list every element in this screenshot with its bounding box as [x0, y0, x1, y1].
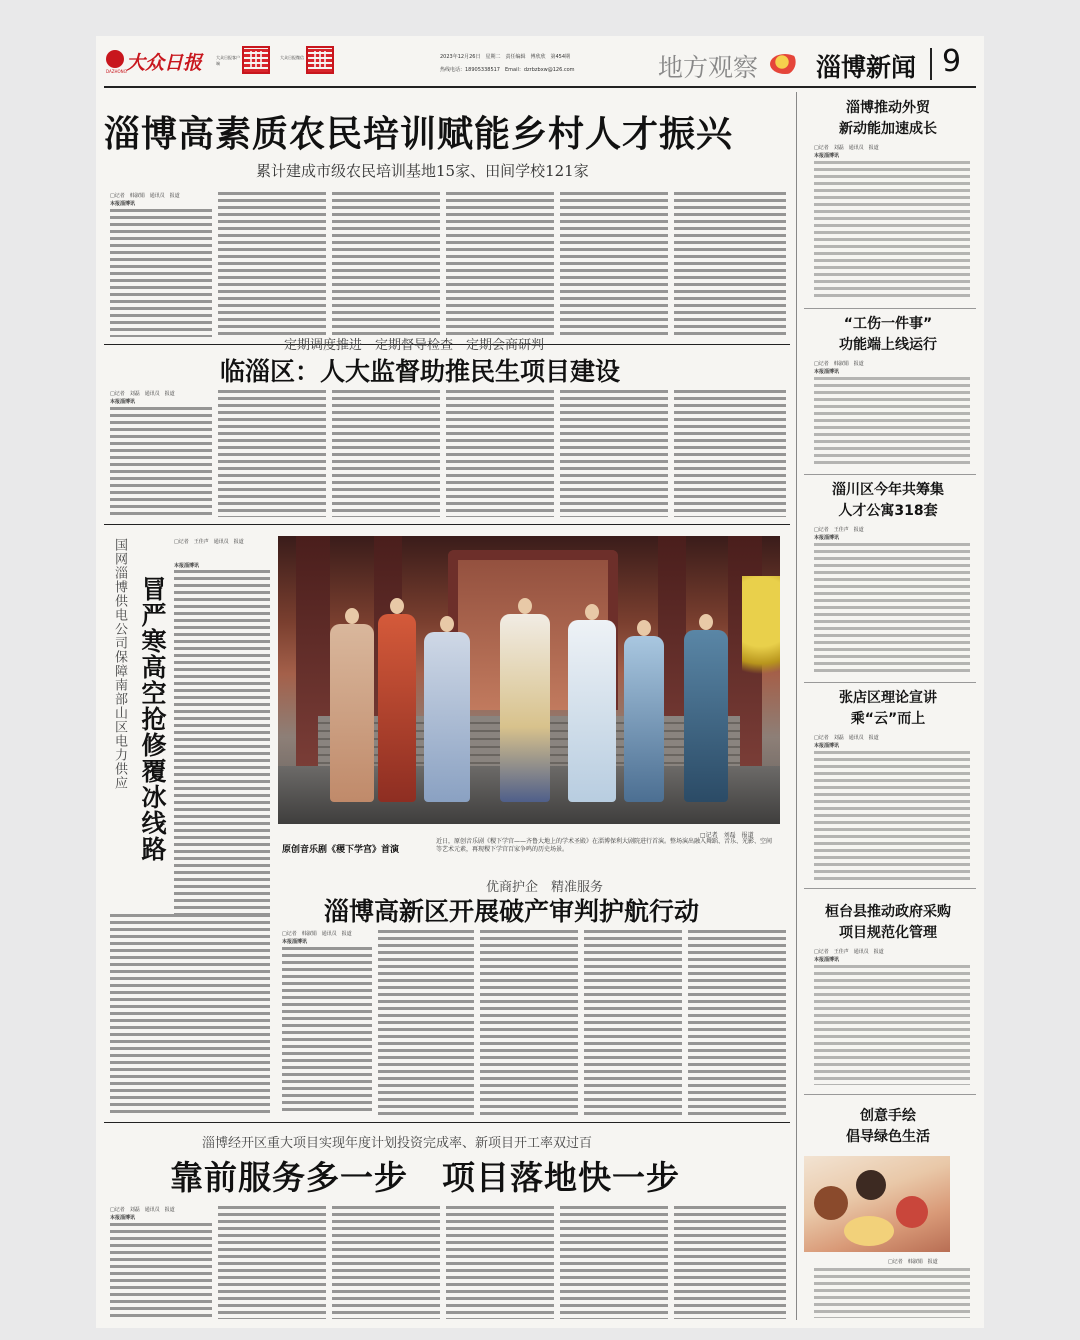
lead-headline: 淄博高素质农民培训赋能乡村人才振兴 — [104, 114, 734, 155]
section-zibo-news: 淄博新闻 — [816, 53, 917, 82]
logo-mark-icon — [106, 50, 124, 68]
story4-kicker: 优商护企 精准服务 — [486, 880, 604, 895]
lead-subheadline: 累计建成市级农民培训基地15家、田间学校121家 — [256, 162, 589, 180]
hotline: 热线电话：18905338517 Email：dzrbzbxw@126.com — [440, 67, 575, 73]
logo-en: DAZHONG — [106, 69, 127, 74]
page-number: 9 — [942, 44, 962, 79]
hand-painting-photo — [804, 1156, 950, 1252]
qr-code-icon — [306, 46, 334, 74]
lead-dateline: 本报淄博讯 — [110, 201, 136, 207]
newspaper-page: 大众日报 DAZHONG 大众日报客户端 大众日报微信 2023年12月26日 星期二 责任编辑 傅欣欣 第454期 热线电话：18905338517 Email：dzrbzbxw@126.com 地方观察 淄博新闻 9 淄博高素质农民培训赋能乡村人才振兴 累计建成市级农民培训基地15家、田间学校121家 □记者 韩淑娟 通讯员 报道 本报淄博讯 定期调度推进 定期督导检查 定期会商研判 临淄区：人大监督助推民生项目建设 □记者 刘磊 通讯员 报道 本报淄博讯 国网淄博供电公司保障南部山区电力供应 冒严寒高空抢修覆冰线路 □记者 王佳声 通讯员 报道 本报淄博讯 原创音乐剧《稷下学宫》首演 近日，原创音乐剧《稷下学宫——齐鲁大地上的学术圣殿》在淄博保利大剧院进行首演。整场演出融入舞蹈、音乐、光影、空间等艺术元素，再现稷下学宫百家争鸣的历史场景。 □记者 刘磊 报道 优商护企 精准服务 淄博高新区开展破产审判护航行动 □记者 韩淑娟 通讯员 报道 本报淄博讯 淄博经开区重大项目实现年度计划投资完成率、新项目开工率双过百 靠前服务多一步 项目落地快一步 □记者 刘磊 通讯员 报道 本报淄博讯 淄博推动外贸 新动能加速成长 □记者 刘磊 通讯员 报道 本报淄博讯 “工伤一件事” 功能端上线运行 □记者 韩淑娟 报道 本报淄博讯 淄川区今年共筹集 人才公寓318套 □记者 王佳声 报道 本报淄博讯 张店区理论宣讲 乘“云”而上 □记者 刘磊 通讯员 报道 本报淄博讯 桓台县推动政府采购 项目规范化管理 □记者 王佳声 通讯员 报道 本报淄博讯 创意手绘 倡导绿色生活 □记者 韩淑娟 报道 — [96, 36, 984, 1328]
story2-headline: 临淄区：人大监督助推民生项目建设 — [220, 357, 621, 386]
story4-dateline: 本报淄博讯 — [282, 939, 308, 945]
date-line: 2023年12月26日 星期二 责任编辑 傅欣欣 第454期 — [440, 54, 570, 60]
story5-headline: 靠前服务多一步 项目落地快一步 — [170, 1158, 680, 1197]
lead-body-col5 — [560, 192, 668, 337]
sidebar-headline: 淄川区今年共筹集 人才公寓318套 — [832, 482, 944, 519]
story3-vertical-headline: 冒严寒高空抢修覆冰线路 — [138, 576, 167, 862]
sidebar-headline: 桓台县推动政府采购 项目规范化管理 — [825, 904, 951, 941]
section-flower-icon — [770, 54, 800, 74]
performer — [500, 614, 550, 802]
sidebar-headline: 淄博推动外贸 新动能加速成长 — [839, 100, 937, 137]
story5-dateline: 本报淄博讯 — [110, 1215, 136, 1221]
lead-byline: □记者 韩淑娟 通讯员 报道 — [110, 193, 180, 199]
sidebar-headline: 创意手绘 倡导绿色生活 — [846, 1108, 930, 1145]
story5-kicker: 淄博经开区重大项目实现年度计划投资完成率、新项目开工率双过百 — [202, 1136, 593, 1151]
story2-dateline: 本报淄博讯 — [110, 399, 136, 405]
sidebar-headline: “工伤一件事” 功能端上线运行 — [839, 316, 937, 353]
photo-caption-title: 原创音乐剧《稷下学宫》首演 — [282, 845, 400, 855]
performer — [684, 630, 728, 802]
photo-credit: □记者 刘磊 报道 — [700, 832, 754, 839]
qr1-label: 大众日报客户端 — [216, 55, 240, 66]
section-local-observation: 地方观察 — [658, 53, 759, 82]
story5-byline: □记者 刘磊 通讯员 报道 — [110, 1207, 175, 1213]
performer — [568, 620, 616, 802]
lead-body-col2 — [218, 192, 326, 337]
story3-dateline: 本报淄博讯 — [174, 563, 200, 569]
newspaper-logo: 大众日报 — [126, 52, 203, 74]
lead-body-col3 — [332, 192, 440, 337]
musical-stage-photo — [278, 536, 780, 824]
story3-vertical-kicker: 国网淄博供电公司保障南部山区电力供应 — [112, 538, 127, 790]
lead-body-col1 — [110, 209, 212, 337]
performer — [424, 632, 470, 802]
story2-byline: □记者 刘磊 通讯员 报道 — [110, 391, 175, 397]
performer — [624, 636, 664, 802]
performer — [378, 614, 416, 802]
photo-caption-text: 近日，原创音乐剧《稷下学宫——齐鲁大地上的学术圣殿》在淄博保利大剧院进行首演。整场演出融入舞蹈、音乐、光影、空间等艺术元素，再现稷下学宫百家争鸣的历史场景。 — [436, 838, 773, 853]
lead-body-col6 — [674, 192, 786, 337]
qr2-label: 大众日报微信 — [280, 55, 304, 60]
performer — [330, 624, 374, 802]
qr-code-icon — [242, 46, 270, 74]
story3-byline: □记者 王佳声 通讯员 报道 — [174, 539, 244, 545]
story2-kicker: 定期调度推进 定期督导检查 定期会商研判 — [284, 338, 545, 353]
story4-headline: 淄博高新区开展破产审判护航行动 — [324, 897, 700, 926]
lead-body-col4 — [446, 192, 554, 337]
story4-byline: □记者 韩淑娟 通讯员 报道 — [282, 931, 352, 937]
masthead-rule — [104, 86, 976, 88]
sidebar-headline: 张店区理论宣讲 乘“云”而上 — [839, 690, 937, 727]
